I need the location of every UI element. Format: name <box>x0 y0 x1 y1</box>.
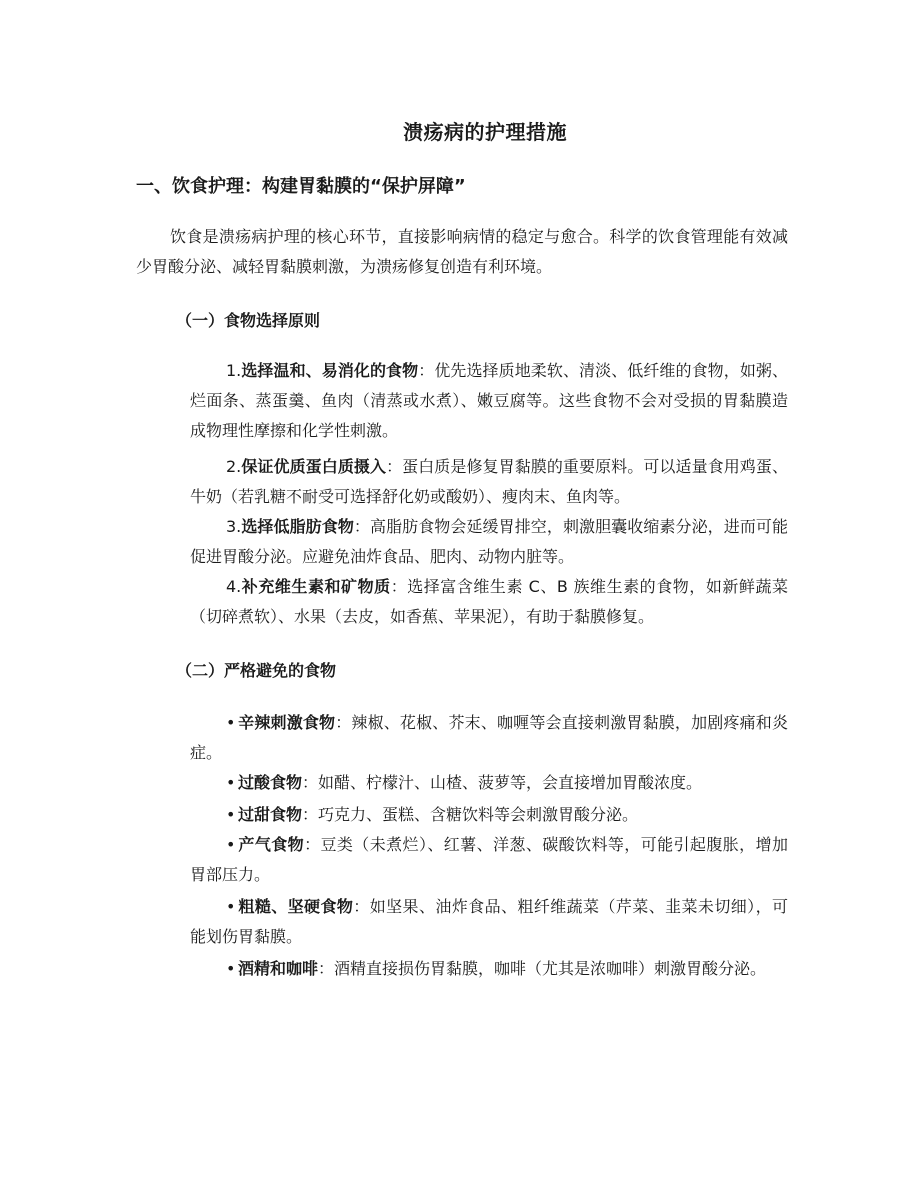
item-text: ：优先选择质地柔软、清淡、低纤维的食物，如粥、烂面条、蒸蛋羹、鱼肉（清蒸或水煮）、嫩豆腐等。这些食物不会对受损的胃黏膜造成物理性摩擦和化学性刺激。 <box>190 361 788 440</box>
bullet-item: • 粗糙、坚硬食物：如坚果、油炸食品、粗纤维蔬菜（芹菜、韭菜未切细），可能划伤胃黏膜。 <box>190 897 788 946</box>
list-item <box>190 356 788 446</box>
item-number: 2. <box>226 457 242 476</box>
item-lead: 过酸食物 <box>238 773 303 792</box>
intro-paragraph: 饮食是溃疡病护理的核心环节，直接影响病情的稳定与愈合。科学的饮食管理能有效减少胃酸分泌、减轻胃黏膜刺激，为溃疡修复创造有利环境。 <box>136 227 788 276</box>
bullet-item: • 过甜食物：巧克力、蛋糕、含糖饮料等会刺激胃酸分泌。 <box>226 805 639 824</box>
item-text: ：豆类（未煮烂）、红薯、洋葱、碳酸饮料等，可能引起腹胀，增加胃部压力。 <box>190 835 788 884</box>
item-text: ：辣椒、花椒、芥末、咖喱等会直接刺激胃黏膜，加剧疼痛和炎症。 <box>190 713 788 762</box>
list-item <box>190 512 788 572</box>
item-lead: 粗糙、坚硬食物 <box>238 897 354 916</box>
item-number: 3. <box>226 517 242 536</box>
bullet-item: • 酒精和咖啡：酒精直接损伤胃黏膜，咖啡（尤其是浓咖啡）刺激胃酸分泌。 <box>226 959 767 978</box>
page-title: 溃疡病的护理措施 <box>403 120 567 144</box>
item-lead: 酒精和咖啡 <box>238 959 319 978</box>
item-number: 4. <box>226 577 242 596</box>
item-text: ：蛋白质是修复胃黏膜的重要原料。可以适量食用鸡蛋、牛奶（若乳糖不耐受可选择舒化奶或酸奶）、瘦肉末、鱼肉等。 <box>190 457 788 506</box>
item-text: ：高脂肪食物会延缓胃排空，刺激胆囊收缩素分泌，进而可能促进胃酸分泌。应避免油炸食品、肥肉、动物内脏等。 <box>190 517 788 566</box>
item-lead: 补充维生素和矿物质 <box>241 577 391 596</box>
list-item <box>190 452 788 512</box>
section-heading-diet: 一、饮食护理：构建胃黏膜的“保护屏障” <box>136 176 466 197</box>
bullet-item: • 产气食物：豆类（未煮烂）、红薯、洋葱、碳酸饮料等，可能引起腹胀，增加胃部压力。 <box>190 835 788 884</box>
item-lead: 过甜食物 <box>238 805 303 824</box>
item-text: ：巧克力、蛋糕、含糖饮料等会刺激胃酸分泌。 <box>302 805 639 824</box>
item-text: ：选择富含维生素 C、B 族维生素的食物，如新鲜蔬菜（切碎煮软）、水果（去皮，如香蕉、苹果泥），有助于黏膜修复。 <box>190 577 788 626</box>
item-lead: 辛辣刺激食物 <box>238 713 336 732</box>
bullet-item: • 过酸食物：如醋、柠檬汁、山楂、菠萝等，会直接增加胃酸浓度。 <box>226 773 703 792</box>
item-lead: 保证优质蛋白质摄入 <box>241 457 387 476</box>
item-lead: 选择低脂肪食物 <box>241 517 354 536</box>
item-lead: 产气食物 <box>238 835 305 854</box>
bullet-item: • 辛辣刺激食物：辣椒、花椒、芥末、咖喱等会直接刺激胃黏膜，加剧疼痛和炎症。 <box>190 713 788 762</box>
item-text: ：如坚果、油炸食品、粗纤维蔬菜（芹菜、韭菜未切细），可能划伤胃黏膜。 <box>190 897 788 946</box>
item-number: 1. <box>226 361 242 380</box>
item-text: ：如醋、柠檬汁、山楂、菠萝等，会直接增加胃酸浓度。 <box>302 773 703 792</box>
subsection-heading-food-selection: （一）食物选择原则 <box>176 311 321 330</box>
item-lead: 选择温和、易消化的食物 <box>241 361 419 380</box>
list-item <box>190 572 788 632</box>
subsection-heading-foods-to-avoid: （二）严格避免的食物 <box>176 661 337 680</box>
item-text: ：酒精直接损伤胃黏膜，咖啡（尤其是浓咖啡）刺激胃酸分泌。 <box>318 959 767 978</box>
